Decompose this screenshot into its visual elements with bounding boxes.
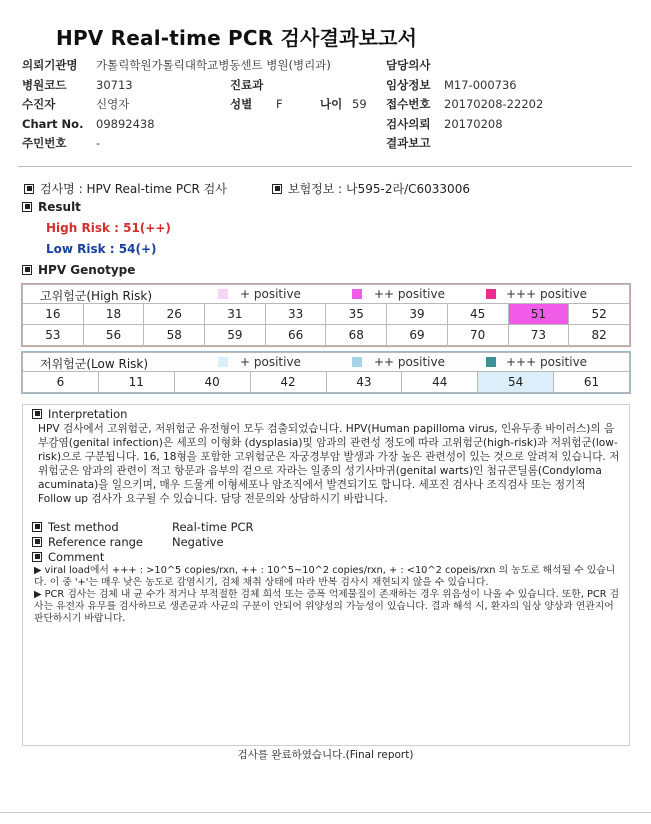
final-report-note: 검사를 완료하였습니다.(Final report) <box>237 749 414 761</box>
legend-swatch-plusplus <box>352 289 362 299</box>
genotype-cell: 40 <box>174 372 250 393</box>
legend-plusplusplus: +++ positive <box>506 355 588 369</box>
high-risk-result: High Risk : 51(++) <box>46 221 171 235</box>
chart-value: 09892438 <box>96 117 155 131</box>
comment-row <box>32 550 104 564</box>
receipt-value: 20170208-22202 <box>444 97 544 111</box>
low-risk-title: 저위험군(Low Risk) <box>40 357 149 371</box>
doctor-label: 담당의사 <box>386 58 431 72</box>
report-label: 결과보고 <box>386 136 431 150</box>
genotype-cell: 16 <box>23 304 84 325</box>
sex-value: F <box>276 97 283 111</box>
genotype-cell: 56 <box>83 325 144 346</box>
checkbox-icon <box>32 552 42 562</box>
divider <box>0 812 651 813</box>
genotype-cell: 26 <box>144 304 205 325</box>
request-value: 20170208 <box>444 117 503 131</box>
table-row <box>23 372 630 393</box>
receiver-label: 수진자 <box>22 97 56 111</box>
receiver-value: 신영자 <box>96 97 130 111</box>
sex-label: 성별 <box>230 97 253 111</box>
age-label: 나이 <box>320 97 343 111</box>
legend-plus: + positive <box>240 355 301 369</box>
department-label: 진료과 <box>230 78 264 92</box>
reference-range-value: Negative <box>172 535 224 549</box>
genotype-cell: 53 <box>23 325 84 346</box>
comment-pcr: ▶ PCR 검사는 검체 내 균 수가 적거나 부적절한 검체 희석 또는 증폭 억제물질이 존재하는 경우 위음성이 나올 수 있습니다. 또한, PCR 검사는 유전자 유무를 검사하므로 생존균과 사균의 구분이 안되어 위양성의 가능성이 있습니다. 결과 해석 시, 환자의 임상 양상과 연관지어 판단하시기 바랍니다. <box>34 589 620 624</box>
genotype-cell: 35 <box>326 304 387 325</box>
insurance-info <box>272 180 470 197</box>
receipt-label: 접수번호 <box>386 97 431 111</box>
legend-plusplusplus: +++ positive <box>506 287 588 301</box>
legend-swatch-plus <box>218 289 228 299</box>
checkbox-icon <box>32 409 42 419</box>
genotype-section <box>22 263 135 277</box>
legend-swatch-plusplusplus <box>486 357 496 367</box>
report-title: HPV Real-time PCR 검사결과보고서 <box>56 26 418 50</box>
comment-viral-load: ▶ viral load에서 +++ : >10^5 copies/rxn, ++ : 10^5~10^2 copies/rxn, + : <10^2 copeis/rxn 의 농도로 해석될 수 있습니다. 이 중 '+'는 매우 낮은 농도로 감염시기, 검체 채취 상태에 따라 반복 검사시 재현되지 않을 수 있습니다. <box>34 565 616 588</box>
interpretation-label: Interpretation <box>48 407 128 421</box>
request-label: 검사의뢰 <box>386 117 431 131</box>
institution-value: 가톨릭학원가톨릭대학교병동센트 병원(병리과) <box>96 58 331 72</box>
genotype-cell: 43 <box>326 372 402 393</box>
clinical-label: 임상정보 <box>386 78 431 92</box>
clinical-value: M17-000736 <box>444 78 517 92</box>
checkbox-icon <box>272 184 282 194</box>
genotype-cell: 54 <box>478 372 554 393</box>
genotype-cell: 70 <box>447 325 508 346</box>
genotype-cell: 66 <box>265 325 326 346</box>
reference-range-row <box>32 535 143 549</box>
genotype-cell: 31 <box>205 304 266 325</box>
legend-swatch-plus <box>218 357 228 367</box>
age-value: 59 <box>352 97 367 111</box>
genotype-cell: 51 <box>508 304 569 325</box>
legend-plusplus: ++ positive <box>374 355 445 369</box>
genotype-cell: 68 <box>326 325 387 346</box>
insurance-text: 보험정보 : 나595-2라/C6033006 <box>288 182 470 196</box>
genotype-heading: HPV Genotype <box>38 263 136 277</box>
reference-range-label: Reference range <box>48 535 144 549</box>
result-heading: Result <box>38 200 81 214</box>
result-section <box>22 200 81 214</box>
hospital-code-value: 30713 <box>96 78 133 92</box>
genotype-cell: 18 <box>83 304 144 325</box>
genotype-cell: 11 <box>98 372 174 393</box>
table-row <box>23 304 630 325</box>
genotype-cell: 82 <box>569 325 630 346</box>
genotype-cell: 42 <box>250 372 326 393</box>
checkbox-icon <box>24 184 34 194</box>
interpretation-heading <box>32 407 127 421</box>
legend-plusplus: ++ positive <box>374 287 445 301</box>
checkbox-icon <box>22 202 32 212</box>
genotype-cell: 73 <box>508 325 569 346</box>
genotype-cell: 33 <box>265 304 326 325</box>
genotype-cell: 44 <box>402 372 478 393</box>
high-risk-title: 고위험군(High Risk) <box>40 289 152 303</box>
test-method-value: Real-time PCR <box>172 520 254 534</box>
genotype-cell: 69 <box>387 325 448 346</box>
institution-label: 의뢰기관명 <box>22 58 78 72</box>
legend-plus: + positive <box>240 287 301 301</box>
legend-swatch-plusplusplus <box>486 289 496 299</box>
genotype-cell: 6 <box>23 372 99 393</box>
test-name-text: 검사명 : HPV Real-time PCR 검사 <box>40 182 227 196</box>
comment-label: Comment <box>48 550 105 564</box>
legend-swatch-plusplus <box>352 357 362 367</box>
genotype-cell: 59 <box>205 325 266 346</box>
genotype-cell: 39 <box>387 304 448 325</box>
test-method-label: Test method <box>48 520 119 534</box>
resident-label: 주민번호 <box>22 136 67 150</box>
genotype-cell: 58 <box>144 325 205 346</box>
test-name <box>24 180 227 197</box>
divider <box>18 166 632 167</box>
checkbox-icon <box>22 265 32 275</box>
interpretation-text: HPV 검사에서 고위험군, 저위험군 유전형이 모두 검출되었습니다. HPV(Human papilloma virus, 인유두종 바이러스)의 음부감염(genital infection)은 세포의 이형화 (dysplasia)및 암과의 관련성 정도에 따라 고위험군(high-risk)과 저위험군(low-risk)으로 구분됩니다. 16, 18형을 포함한 고위험군은 자궁경부암 발생과 가장 높은 관련성이 있는 것으로 알려져 있습니다. 저위험군은 암과의 관련이 적고 항문과 음부의 겉으로 자라는 일종의 성기사마귀(genital warts)인 첨규콘딜롬(Condyloma acuminata)을 일으키며, 매우 드물게 이형세포나 암조직에서 발견되기도 합니다. 세포진 검사나 조직검사 또는 정기적 Follow up 검사가 요구될 수 있습니다. 담당 전문의와 상담하시기 바랍니다. <box>38 423 620 505</box>
genotype-cell: 61 <box>554 372 630 393</box>
checkbox-icon <box>32 522 42 532</box>
genotype-cell: 45 <box>447 304 508 325</box>
test-method-row <box>32 520 119 534</box>
low-risk-result: Low Risk : 54(+) <box>46 242 157 256</box>
genotype-cell: 52 <box>569 304 630 325</box>
resident-value: - <box>96 136 101 150</box>
table-row <box>23 325 630 346</box>
checkbox-icon <box>32 537 42 547</box>
hospital-code-label: 병원코드 <box>22 78 67 92</box>
chart-label: Chart No. <box>22 117 84 131</box>
